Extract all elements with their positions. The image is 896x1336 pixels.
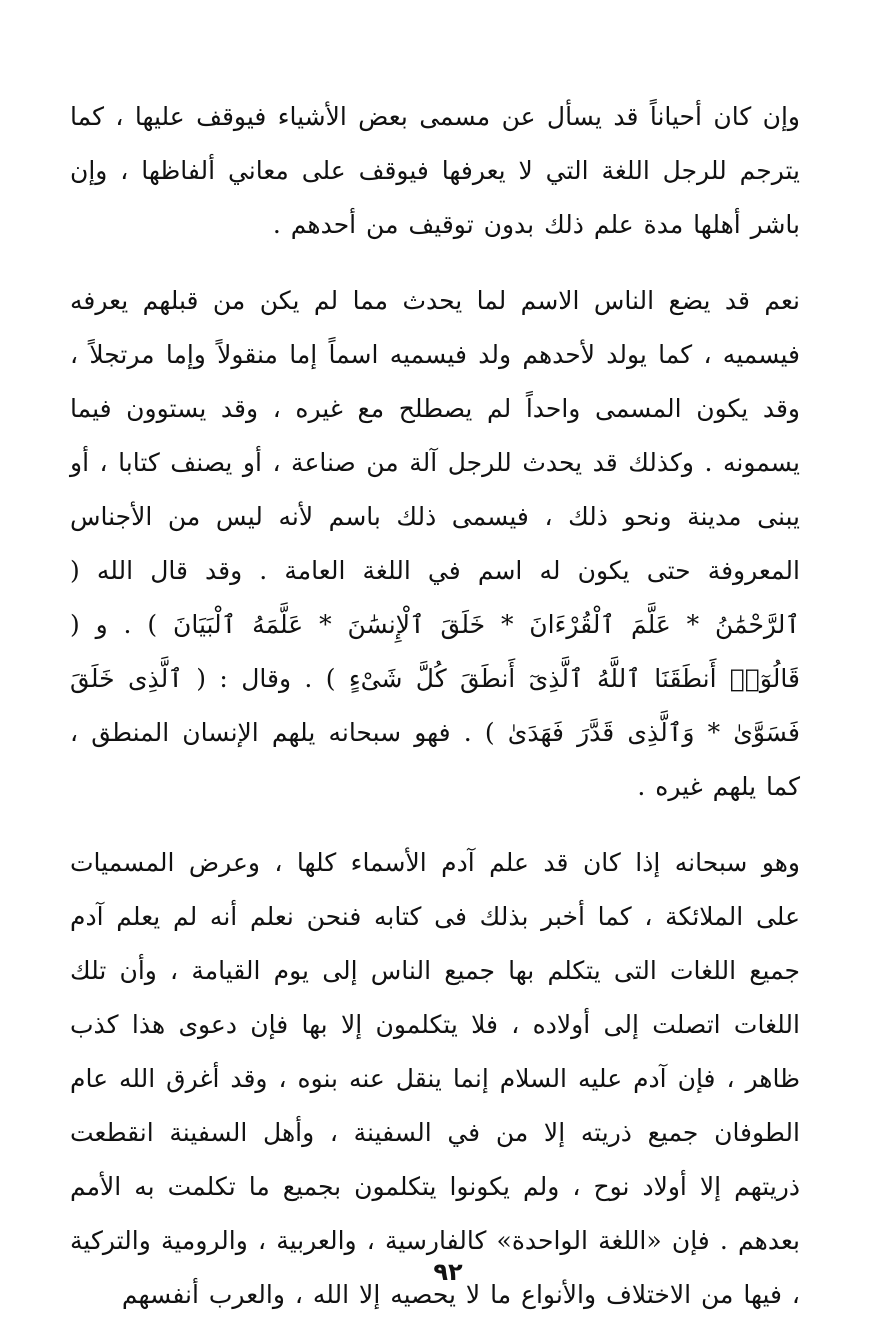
- paragraph-3: وهو سبحانه إذا كان قد علم آدم الأسماء كلها ، وعرض المسميات على الملائكة ، كما أخبر بذلك فى كتابه فنحن نعلم أنه لم يعلم آدم جميع اللغات التى يتكلم بها جميع الناس إلى يوم القيامة ، وأن تلك اللغات اتصلت إلى أولاده ، فلا يتكلمون إلا بها فإن دعوى هذا كذب ظاهر ، فإن آدم عليه السلام إنما ينقل عنه بنوه ، وقد أغرق الله عام الطوفان جميع ذريته إلا من في السفينة ، وأهل السفينة انقطعت ذريتهم إلا أولاد نوح ، ولم يكونوا يتكلمون بجميع ما تكلمت به الأمم بعدهم . فإن «اللغة الواحدة» كالفارسية ، والعربية ، والرومية والتركية ، فيها من الاختلاف والأنواع ما لا يحصيه إلا الله ، والعرب أنفسهم: [70, 848, 800, 1309]
- page-number: ٩٢: [433, 1258, 463, 1286]
- page-body: [70, 90, 800, 1322]
- paragraph-2: نعم قد يضع الناس الاسم لما يحدث مما لم يكن من قبلهم يعرفه فيسميه ، كما يولد لأحدهم ولد فيسميه اسماً إما منقولاً وإما مرتجلاً ، وقد يكون المسمى واحداً لم يصطلح مع غيره ، وقد يستوون فيما يسمونه . وكذلك قد يحدث للرجل آلة من صناعة ، أو يصنف كتابا ، أو يبنى مدينة ونحو ذلك ، فيسمى ذلك باسم لأنه ليس من الأجناس المعروفة حتى يكون له اسم في اللغة العامة . وقد قال الله ( ٱلرَّحْمَٰنُ * عَلَّمَ ٱلْقُرْءَانَ * خَلَقَ ٱلْإِنسَٰنَ * عَلَّمَهُ ٱلْبَيَانَ ) . و ( قَالُوٓا۟ أَنطَقَنَا ٱللَّهُ ٱلَّذِىٓ أَنطَقَ كُلَّ شَىْءٍ ) . وقال : ( ٱلَّذِى خَلَقَ فَسَوَّىٰ * وَٱلَّذِى قَدَّرَ فَهَدَىٰ ) . فهو سبحانه يلهم الإنسان المنطق ، كما يلهم غيره .: [70, 286, 800, 801]
- paragraph-1: وإن كان أحياناً قد يسأل عن مسمى بعض الأشياء فيوقف عليها ، كما يترجم للرجل اللغة التي لا يعرفها فيوقف على معاني ألفاظها ، وإن باشر أهلها مدة علم ذلك بدون توقيف من أحدهم .: [70, 102, 800, 239]
